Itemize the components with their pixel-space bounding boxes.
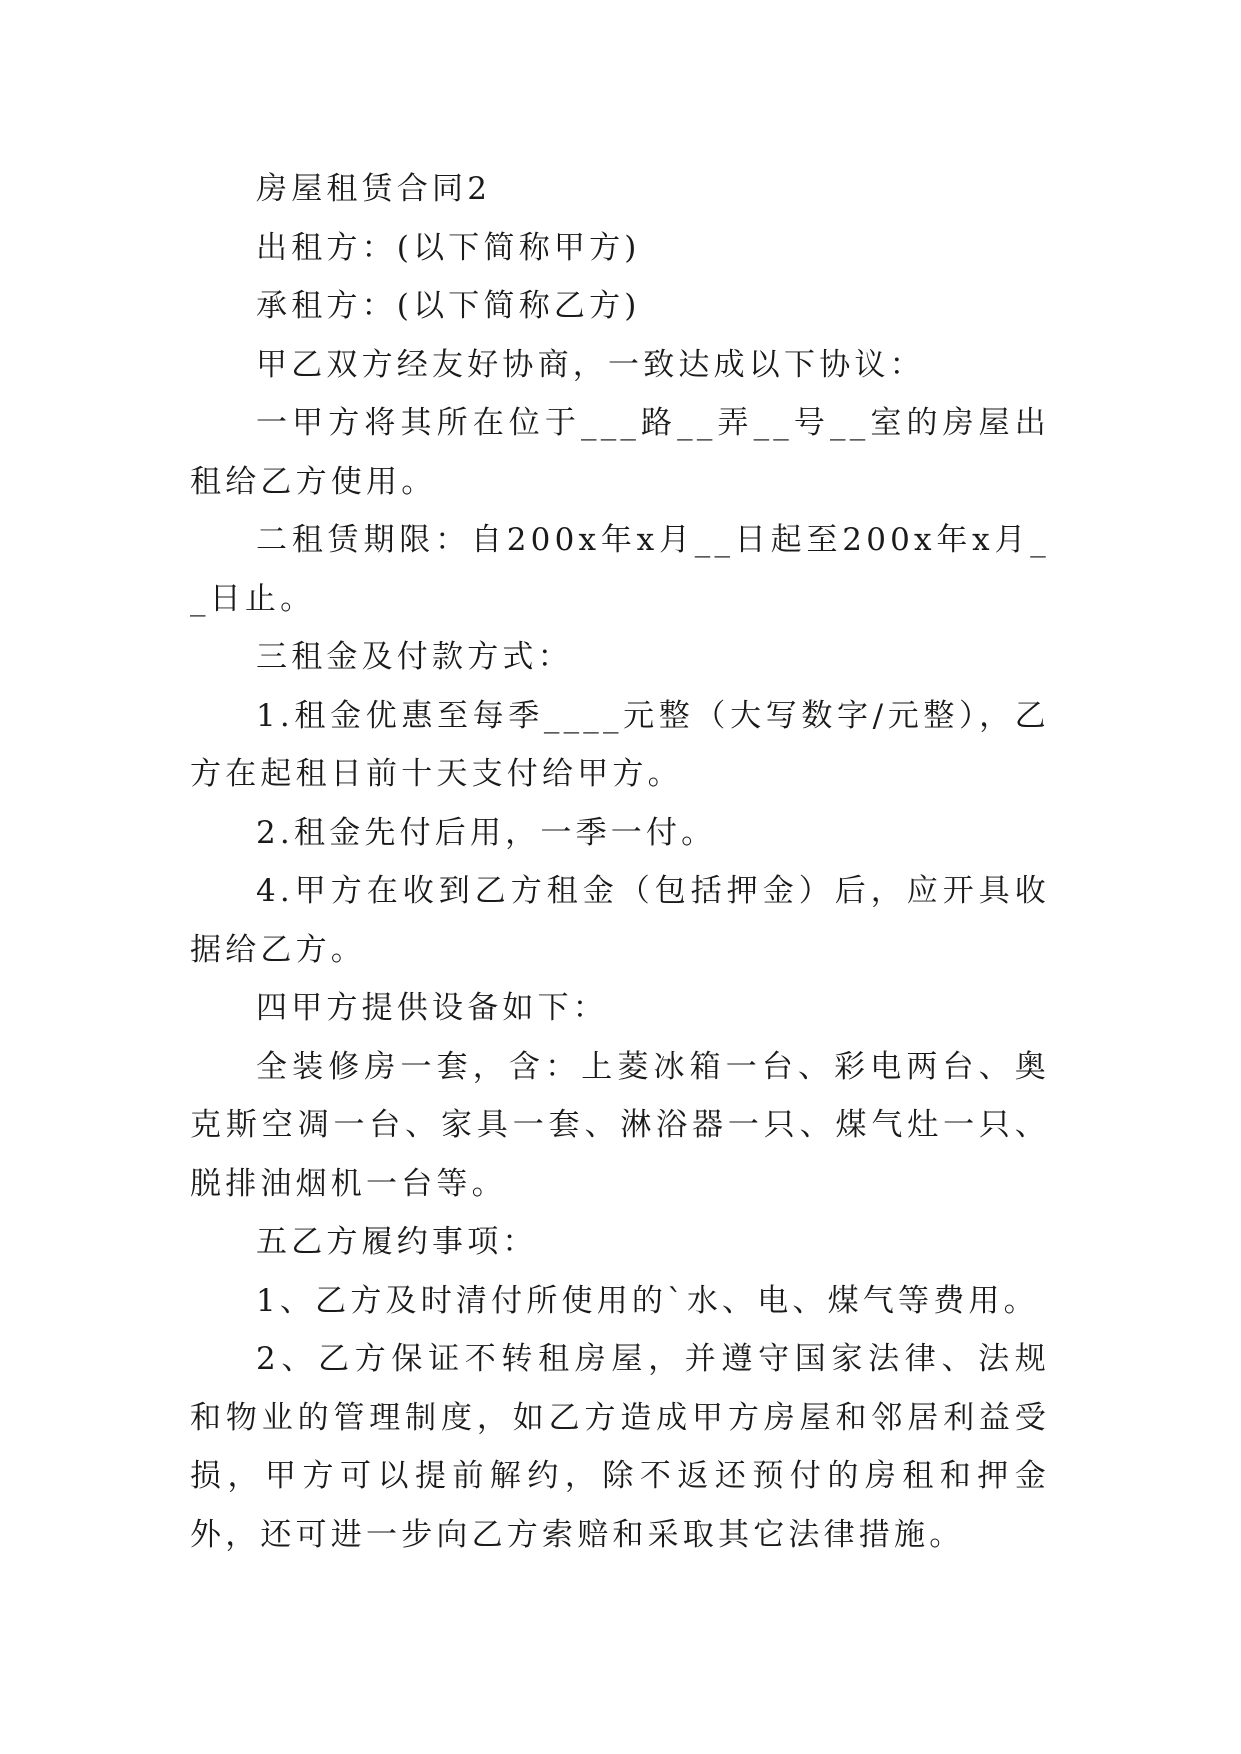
clause-3-heading: 三租金及付款方式： [256, 639, 573, 675]
agreement-intro: 甲乙双方经友好协商，一致达成以下协议： [256, 346, 925, 383]
clause-3-item-4: 4.甲方在收到乙方租金（包括押金）后，应开具收据给乙方。 [190, 873, 1050, 968]
document-body [190, 160, 1050, 1564]
clause-3-item-2: 2.租金先付后用，一季一付。 [256, 814, 717, 851]
clause-5-item-1: 1、乙方及时清付所使用的`水、电、煤气等费用。 [256, 1282, 1039, 1319]
clause-2-term: 二租赁期限：自200x年x月__日起至200x年x月__日止。 [190, 522, 1050, 617]
clause-4-heading: 四甲方提供设备如下： [256, 990, 608, 1026]
document-title: 房屋租赁合同2 [256, 171, 492, 207]
clause-5-item-2: 2、乙方保证不转租房屋，并遵守国家法律、法规和物业的管理制度，如乙方造成甲方房屋和邻居利益受损，甲方可以提前解约，除不返还预付的房租和押金外，还可进一步向乙方索赔和采取其它法律措施。 [190, 1341, 1050, 1553]
lessor-line: 出租方：(以下简称甲方) [256, 229, 641, 266]
clause-1-property: 一甲方将其所在位于___路__弄__号__室的房屋出租给乙方使用。 [190, 405, 1050, 500]
clause-5-heading: 五乙方履约事项： [256, 1224, 538, 1260]
clause-4-equipment: 全装修房一套，含：上菱冰箱一台、彩电两台、奥克斯空凋一台、家具一套、淋浴器一只、煤气灶一只、脱排油烟机一台等。 [190, 1048, 1050, 1202]
lessee-line: 承租方：(以下简称乙方) [256, 288, 641, 324]
clause-3-item-1: 1.租金优惠至每季____元整（大写数字/元整），乙方在起租日前十天支付给甲方。 [190, 697, 1050, 792]
